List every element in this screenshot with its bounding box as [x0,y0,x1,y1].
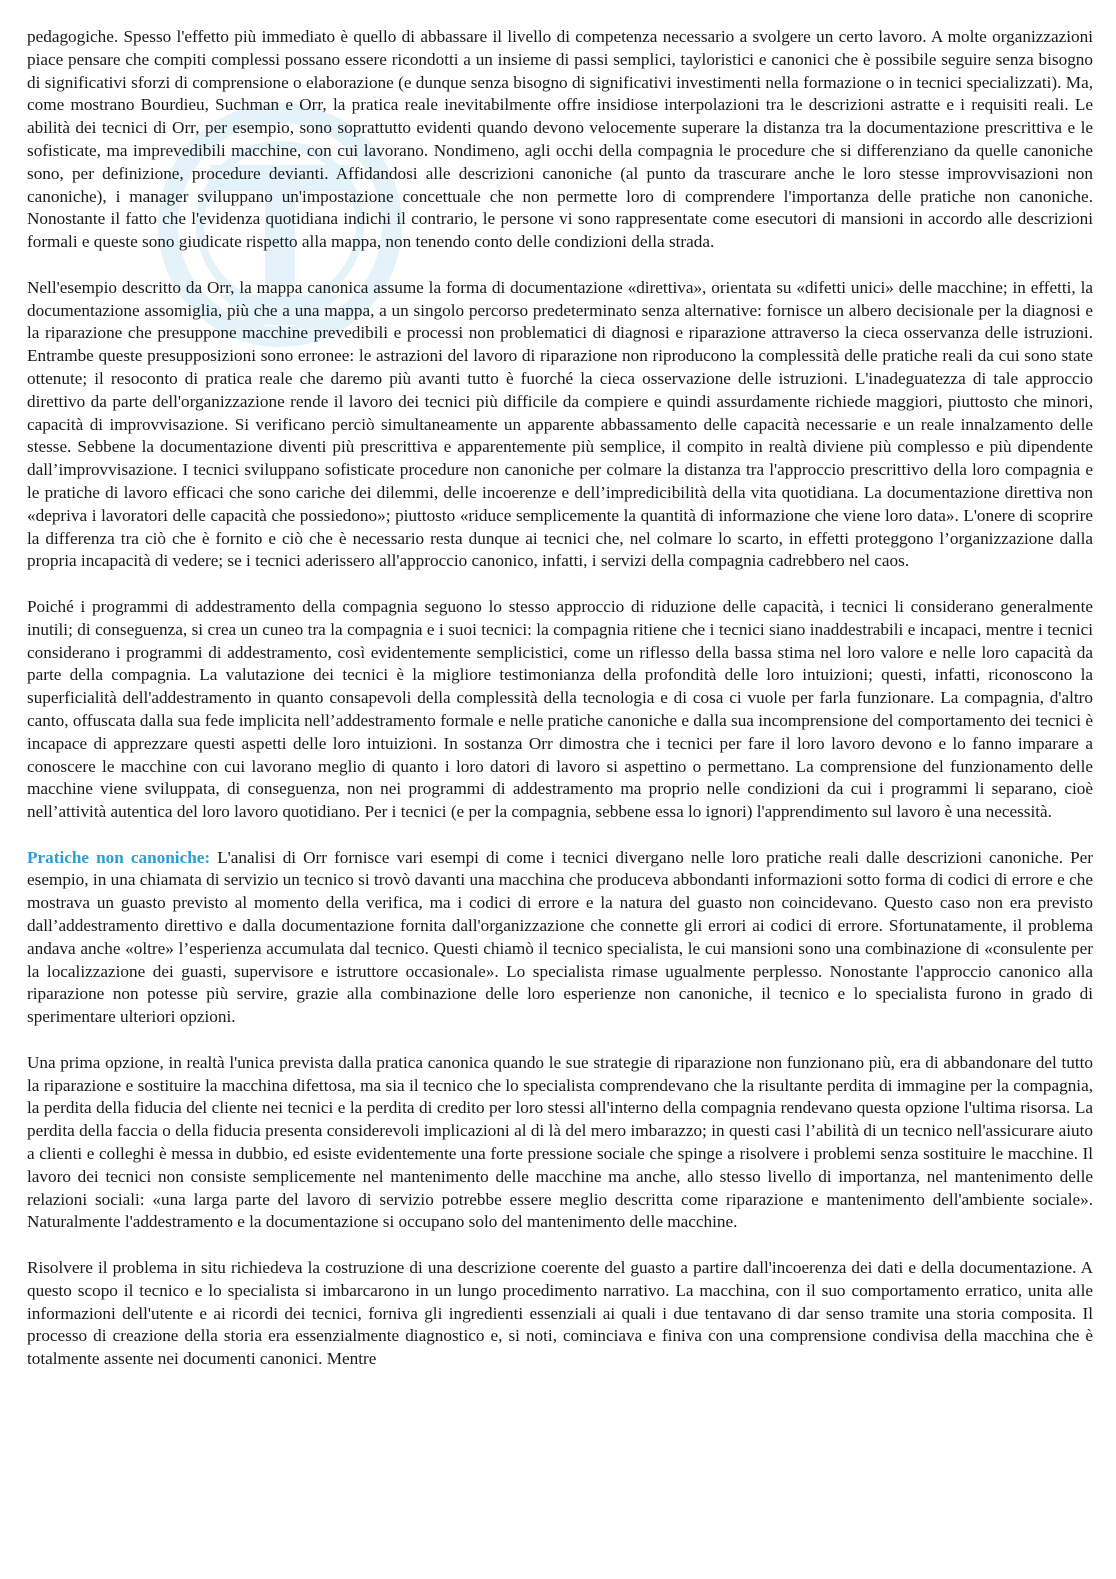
paragraph-4 [27,847,1093,1029]
paragraph-6: Risolvere il problema in situ richiedeva la costruzione di una descrizione coerente del guasto a partire dall'incoerenza dei dati e della documentazione. A questo scopo il tecnico e lo specialista si imbarcarono in un lungo procedimento narrativo. La macchina, con il suo comportamento erratico, unita alle informazioni dell'utente e ai ricordi dei tecnici, forniva gli ingredienti essenziali ai quali i due tentavano di dar senso tramite una storia composita. Il processo di creazione della storia era essenzialmente diagnostico e, si noti, cominciava e finiva con una comprensione condivisa della macchina che è totalmente assente nei documenti canonici. Mentre [27,1258,1093,1369]
paragraph-4-text: L'analisi di Orr fornisce vari esempi di come i tecnici divergano nelle loro pratiche reali dalle descrizioni canoniche. Per esempio, in una chiamata di servizio un tecnico si trovò davanti una macchina che produceva abbondanti informazioni sotto forma di codici di errore e che mostrava un guasto previsto al momento della verifica, ma i codici di errore e la natura del guasto non coincidevano. Questo caso non era previsto dall’addestramento direttivo e dalla documentazione fornita dall'organizzazione che connette gli errori ai codici di errore. Sfortunatamente, il problema andava anche «oltre» l’esperienza accumulata dal tecnico. Questi chiamò il tecnico specialista, le cui mansioni sono una combinazione di «consulente per la localizzazione dei guasti, supervisore e istruttore occasionale». Lo specialista rimase ugualmente perplesso. Nonostante l'approccio canonico alla riparazione non potesse più servire, grazie alla combinazione delle loro esperienze non canoniche, il tecnico e lo specialista furono in grado di sperimentare ulteriori opzioni. [27,847,1093,1027]
paragraph-2: Nell'esempio descritto da Orr, la mappa canonica assume la forma di documentazione «direttiva», orientata su «difetti unici» delle macchine; in effetti, la documentazione assomiglia, più che a una mappa, a un singolo percorso predeterminato senza alternative: fornisce un albero decisionale per la diagnosi e la riparazione che presuppone macchine prevedibili e processi non problematici di diagnosi e riparazione attraverso la cieca osservanza delle istruzioni. Entrambe queste presupposizioni sono erronee: le astrazioni del lavoro di riparazione non riproducono la complessità delle pratiche reali da cui sono state ottenute; il resoconto di pratica reale che daremo più avanti tutto è fuorché la cieca osservazione delle istruzioni. L'inadeguatezza di tale approccio direttivo da parte dell'organizzazione rende il lavoro dei tecnici più difficile da compiere e quindi assurdamente richiede maggiori, piuttosto che minori, capacità di improvvisazione. Si verificano perciò simultaneamente un apparente abbassamento delle capacità necessarie e un reale innalzamento delle stesse. Sebbene la documentazione diventi più prescrittiva e apparentemente più semplice, il compito in realtà diviene più complesso e più dipendente dall’improvvisazione. I tecnici sviluppano sofisticate procedure non canoniche per colmare la distanza tra l'approccio prescrittivo della loro compagnia e le pratiche di lavoro efficaci che sono cariche dei dilemmi, delle incoerenze e dell’impredicibilità della vita quotidiana. La documentazione direttiva non «depriva i lavoratori delle capacità che possiedono»; piuttosto «riduce semplicemente la quantità di informazione che viene loro data». L'onere di scoprire la differenza tra ciò che è fornito e ciò che è necessario resta dunque ai tecnici che, nel colmare lo scarto, in effetti proteggono l’organizzazione dalla propria incapacità di vedere; se i tecnici aderissero all'approccio canonico, infatti, i servizi della compagnia cadrebbero nel caos. [27,277,1093,571]
section-heading-pratiche-non-canoniche: Pratiche non canoniche: [27,847,211,867]
document-body [27,26,1093,1371]
paragraph-1: pedagogiche. Spesso l'effetto più immediato è quello di abbassare il livello di competenza necessario a svolgere un certo lavoro. A molte organizzazioni piace pensare che compiti complessi possano essere ricondotti a un insieme di passi semplici, tayloristici e canonici che è possibile seguire senza bisogno di significativi sforzi di comprensione o elaborazione (e dunque senza bisogno di significativi investimenti nella formazione o in tecnici specializzati). Ma, come mostrano Bourdieu, Suchman e Orr, la pratica reale inevitabilmente offre insidiose interpolazioni tra le descrizioni astratte e i requisiti reali. Le abilità dei tecnici di Orr, per esempio, sono soprattutto evidenti quando devono velocemente superare la distanza tra la documentazione prescrittiva e le sofisticate, ma imprevedibili macchine, con cui lavorano. Nondimeno, agli occhi della compagnia le procedure che si differenziano da quelle canoniche sono, per definizione, procedure devianti. Affidandosi alle descrizioni canoniche (al punto da trascurare anche le loro stesse improvvisazioni non canoniche), i manager sviluppano un'impostazione concettuale che non permette loro di comprendere l'importanza delle pratiche non canoniche. Nonostante il fatto che l'evidenza quotidiana indichi il contrario, le persone vi sono rappresentate come esecutori di mansioni in accordo alle descrizioni formali e queste sono giudicate rispetto alla mappa, non tenendo conto delle condizioni della strada. [27,27,1093,252]
paragraph-5: Una prima opzione, in realtà l'unica prevista dalla pratica canonica quando le sue strategie di riparazione non funzionano più, era di abbandonare del tutto la riparazione e sostituire la macchina difettosa, ma sia il tecnico che lo specialista comprendevano che la risultante perdita di immagine per la compagnia, la perdita della fiducia del cliente nei tecnici e la perdita di credito per loro stessi all'interno della compagnia rendevano questa opzione l'ultima risorsa. La perdita della faccia o della fiducia presenta considerevoli implicazioni al di là del mero imbarazzo; in questi casi l’abilità di un tecnico nell'assicurare aiuto a clienti e colleghi è messa in dubbio, ed esiste evidentemente una forte pressione sociale che spinge a risolvere i problemi senza sostituire le macchine. Il lavoro dei tecnici non consiste semplicemente nel mantenimento delle macchine ma anche, allo stesso livello di importanza, nel mantenimento delle relazioni sociali: «una larga parte del lavoro di servizio potrebbe essere meglio descritta come riparazione e mantenimento dell'ambiente sociale». Naturalmente l'addestramento e la documentazione si occupano solo del mantenimento delle macchine. [27,1052,1093,1232]
paragraph-3: Poiché i programmi di addestramento della compagnia seguono lo stesso approccio di riduzione delle capacità, i tecnici li considerano generalmente inutili; di conseguenza, si crea un cuneo tra la compagnia e i suoi tecnici: la compagnia ritiene che i tecnici siano inaddestrabili e incapaci, mentre i tecnici considerano i programmi di addestramento, così evidentemente semplicistici, come un riflesso della bassa stima nel loro valore e nelle loro capacità da parte della compagnia. La valutazione dei tecnici è la migliore testimonianza della profondità delle loro intuizioni; questi, infatti, riconoscono la superficialità dell'addestramento in quanto consapevoli della complessità della tecnologia e di cosa ci vuole per farla funzionare. La compagnia, d'altro canto, offuscata dalla sua fede implicita nell’addestramento formale e nelle pratiche canoniche e dalla sua incomprensione del comportamento dei tecnici è incapace di apprezzare questi aspetti delle loro intuizioni. In sostanza Orr dimostra che i tecnici per fare il loro lavoro devono e lo fanno imparare a conoscere le macchine con cui lavorano meglio di quanto i loro datori di lavoro si aspettino o permettano. La comprensione del funzionamento delle macchine viene sviluppata, di conseguenza, non nei programmi di addestramento ma proprio nelle condizioni da cui i programmi li separano, cioè nell’attività autentica del loro lavoro quotidiano. Per i tecnici (e per la compagnia, sebbene essa lo ignori) l'apprendimento sul lavoro è una necessità. [27,596,1093,822]
